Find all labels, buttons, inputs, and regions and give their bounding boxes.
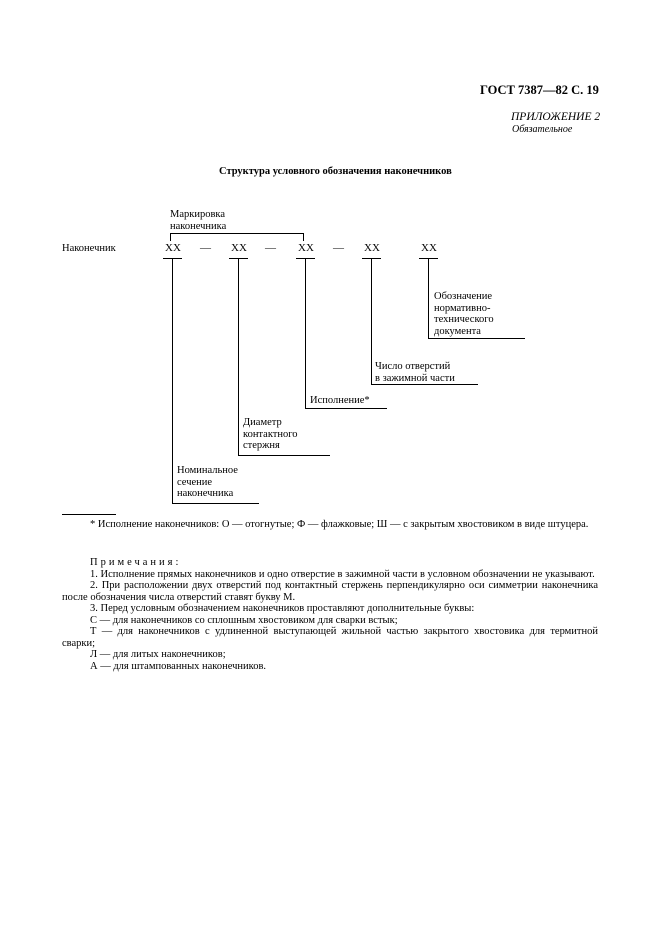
note-letter: Л — для литых наконечников; (90, 649, 226, 660)
code-diameter: ХХ (231, 242, 247, 254)
code-section: ХХ (165, 242, 181, 254)
note-item: 3. Перед условным обозначением наконечников проставляют дополнительные буквы: (90, 603, 475, 614)
label-version: Исполнение* (310, 395, 370, 406)
marking-bracket-right (303, 233, 304, 241)
footnote (62, 519, 598, 531)
notes-section (62, 557, 598, 672)
code-holes: ХХ (364, 242, 380, 254)
marking-label: Маркировка наконечника (170, 209, 227, 232)
label-document: Обозначение нормативно- технического документа (434, 291, 494, 337)
row-label: Наконечник (62, 243, 116, 254)
note-letter: С — для наконечников со сплошным хвостовиком для сварки встык; (90, 614, 398, 626)
leader-shelf-version (305, 408, 387, 409)
appendix-status: Обязательное (512, 124, 573, 135)
leader-line-version (305, 258, 306, 409)
leader-shelf-section (172, 503, 259, 504)
document-reference: ГОСТ 7387—82 С. 19 (480, 83, 599, 97)
leader-line-document (428, 258, 429, 339)
marking-bracket-left (170, 233, 171, 241)
code-document: ХХ (421, 242, 437, 254)
leader-shelf-diameter (238, 455, 330, 456)
appendix-label: ПРИЛОЖЕНИЕ 2 (511, 111, 601, 123)
leader-line-diameter (238, 258, 239, 456)
leader-shelf-holes (371, 384, 478, 385)
label-section: Номинальное сечение наконечника (177, 465, 238, 499)
note-item: 2. При расположении двух отверстий под контактный стержень перпендикулярно оси симметрии наконечника после обозначения числа отверстий ставят букву М. (62, 580, 598, 603)
note-letter: А — для штампованных наконечников. (90, 660, 267, 672)
code-dash: — (265, 242, 276, 254)
footnote-rule (62, 514, 116, 515)
footnote-text: * Исполнение наконечников: О — отогнутые; Ф — флажковые; Ш — с закрытым хвостовиком в виде штуцера. (90, 519, 589, 530)
leader-shelf-document (428, 338, 525, 339)
code-dash: — (333, 242, 344, 254)
code-dash: — (200, 242, 211, 254)
marking-bracket-top (170, 233, 304, 234)
leader-line-holes (371, 258, 372, 385)
label-diameter: Диаметр контактного стержня (243, 417, 298, 451)
label-holes: Число отверстий в зажимной части (375, 361, 455, 384)
leader-line-section (172, 258, 173, 504)
page-title: Структура условного обозначения наконечников (219, 166, 452, 177)
note-letter: Т — для наконечников с удлиненной выступающей жильной частью закрытого хвостовика для термитной сварки; (62, 626, 598, 649)
note-item: 1. Исполнение прямых наконечников и одно отверстие в зажимной части в условном обозначении не указывают. (90, 568, 595, 580)
notes-heading: Примечания: (90, 557, 182, 568)
code-version: ХХ (298, 242, 314, 254)
